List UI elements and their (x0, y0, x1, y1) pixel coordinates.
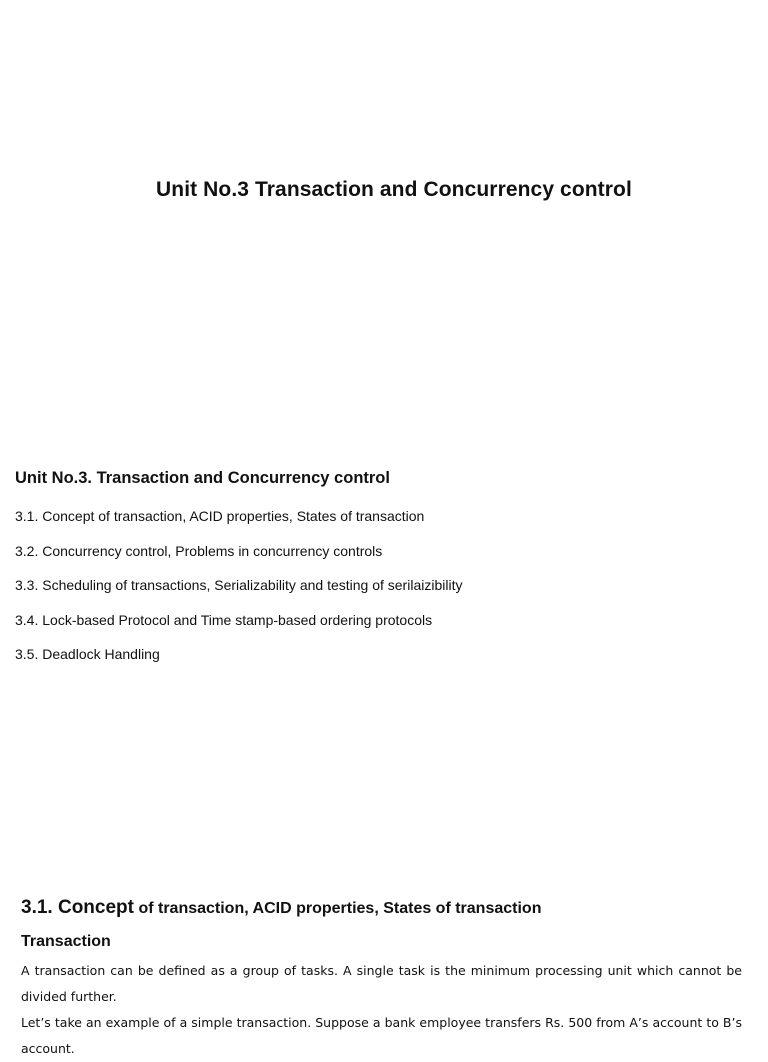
section-heading-rest: of transaction, ACID properties, States of transaction (138, 900, 542, 917)
toc-item-3-2: 3.2. Concurrency control, Problems in concurrency controls (15, 542, 383, 559)
section-body (21, 958, 742, 1062)
transaction-subheading: Transaction (21, 933, 111, 950)
toc-item-3-4: 3.4. Lock-based Protocol and Time stamp-based ordering protocols (15, 611, 433, 628)
toc-list (15, 506, 462, 679)
toc-item-3-3: 3.3. Scheduling of transactions, Serializability and testing of serilaizibility (15, 577, 463, 593)
toc-heading: Unit No.3. Transaction and Concurrency control (15, 469, 390, 487)
toc-item-3-5: 3.5. Deadlock Handling (15, 646, 160, 662)
page-title: Unit No.3 Transaction and Concurrency control (156, 178, 632, 201)
paragraph-definition: A transaction can be defined as a group of tasks. A single task is the minimum processing unit which cannot be divided further. (21, 963, 742, 1004)
toc-item-3-1: 3.1. Concept of transaction, ACID properties, States of transaction (15, 508, 425, 524)
section-heading-number: 3.1. Concept (21, 897, 134, 918)
section-heading (21, 897, 541, 919)
paragraph-example: Let’s take an example of a simple transaction. Suppose a bank employee transfers Rs. 500 from A’s account to B’s account. (21, 1015, 742, 1056)
